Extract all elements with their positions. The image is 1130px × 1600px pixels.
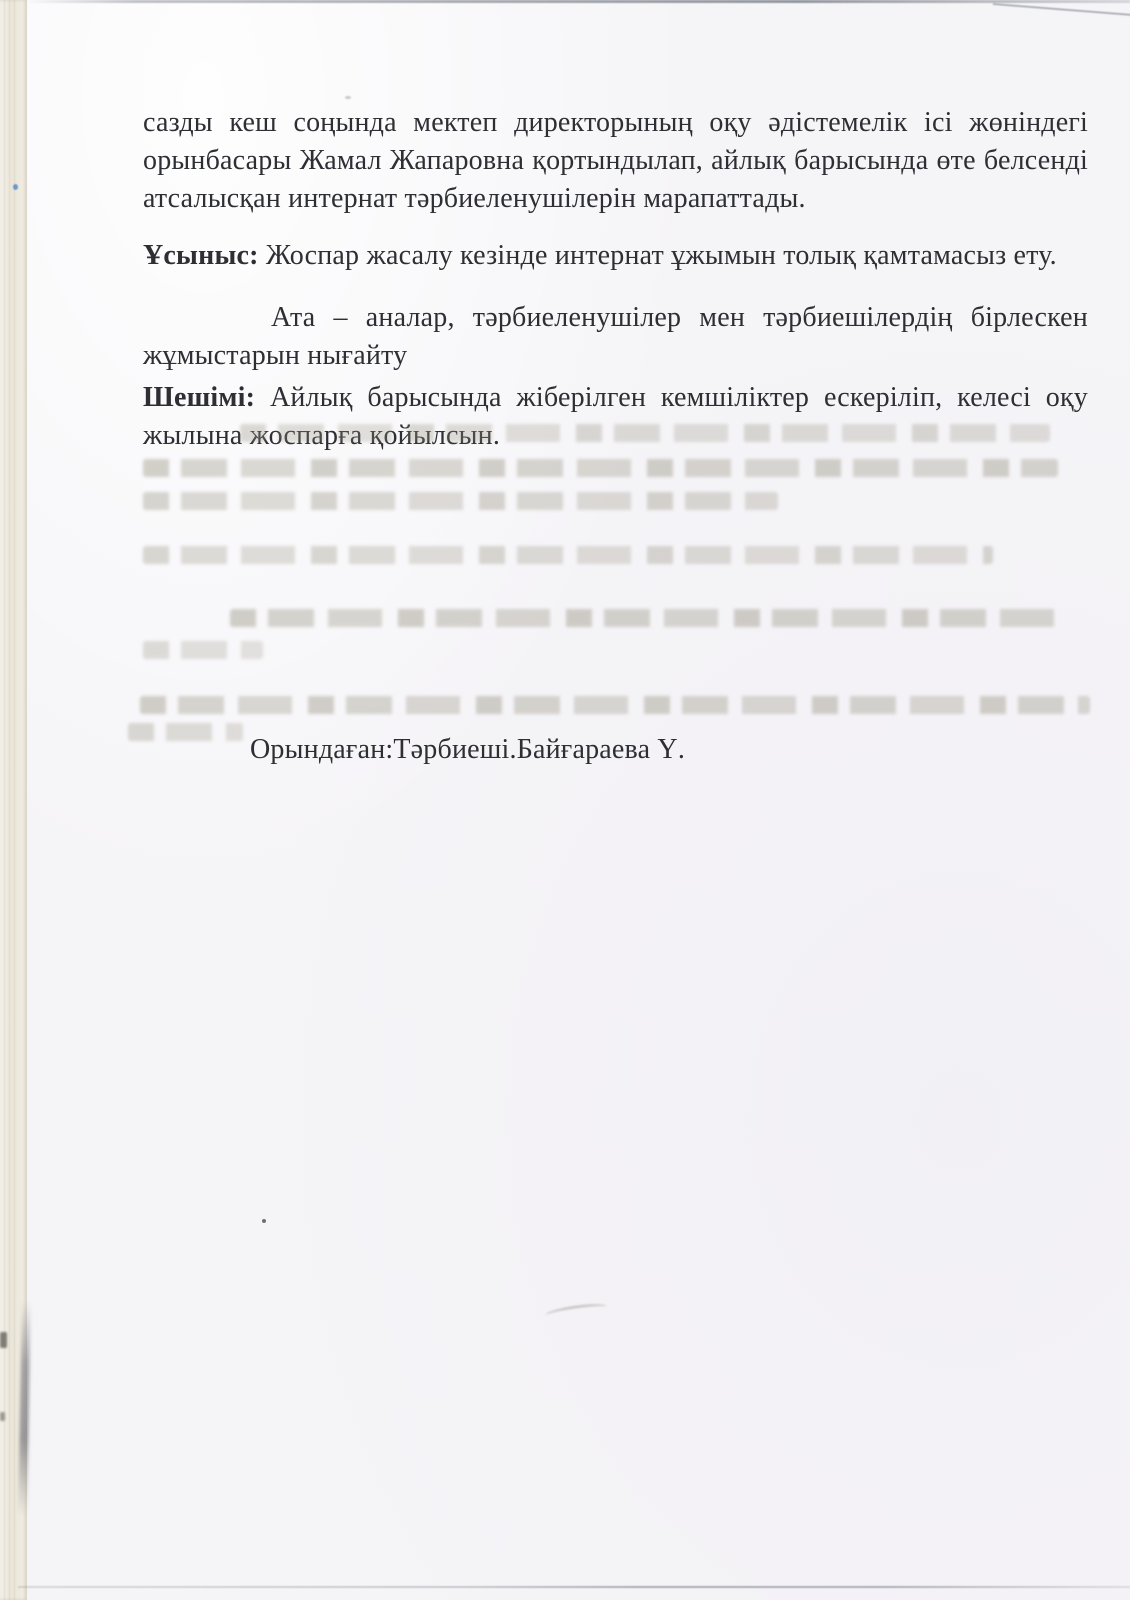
ghost-bleedthrough-line xyxy=(140,696,1090,714)
decision-text: Айлық барысында жіберілген кемшіліктер ескеріліп, келесі оқу жылына жоспарға қойылсын. xyxy=(143,382,1089,451)
recommendation-label: Ұсыныс: xyxy=(143,240,259,271)
decision-label: Шешімі: xyxy=(143,382,256,413)
faint-speck xyxy=(345,96,351,99)
faint-pencil-mark xyxy=(545,1302,608,1321)
blue-ink-speck xyxy=(13,184,18,190)
recommendation-text: Жоспар жасалу кезінде интернат ұжымын толық қамтамасыз ету. xyxy=(265,240,1057,271)
scan-top-right-crease-line xyxy=(993,3,1130,16)
paragraph-closing: сазды кеш соңында мектеп директорының оқу әдістемелік ісі жөніндегі орынбасары Жамал Жапаровна қортындылап, айлық барысында өте белсенді атсалысқан интернат тәрбиеленушілерін марапаттады. xyxy=(143,107,1088,214)
paragraph-recommendation xyxy=(143,237,1088,275)
ghost-bleedthrough-line xyxy=(143,459,1058,477)
scan-left-dark-mark xyxy=(0,1332,7,1348)
paragraph-decision xyxy=(143,379,1088,455)
ghost-bleedthrough-line xyxy=(128,723,243,741)
dark-speck xyxy=(262,1219,266,1223)
ghost-bleedthrough-line xyxy=(230,609,1055,627)
scan-bottom-edge-line xyxy=(18,1586,1130,1588)
ghost-bleedthrough-line xyxy=(143,546,993,564)
ghost-bleedthrough-line xyxy=(143,641,263,659)
scan-left-edge-streaks xyxy=(4,0,18,1600)
ghost-bleedthrough-line xyxy=(240,424,1050,442)
ghost-bleedthrough-line xyxy=(143,492,778,510)
paragraph-parents: Ата – аналар, тәрбиеленушілер мен тәрбиешілердің бірлескен жұмыстарын нығайту xyxy=(143,302,1088,371)
scan-left-dark-mark-small xyxy=(0,1412,5,1421)
executor-line: Орындаған:Тәрбиеші.Байғараева Ү. xyxy=(250,734,686,765)
scan-top-edge-line xyxy=(24,0,1130,3)
